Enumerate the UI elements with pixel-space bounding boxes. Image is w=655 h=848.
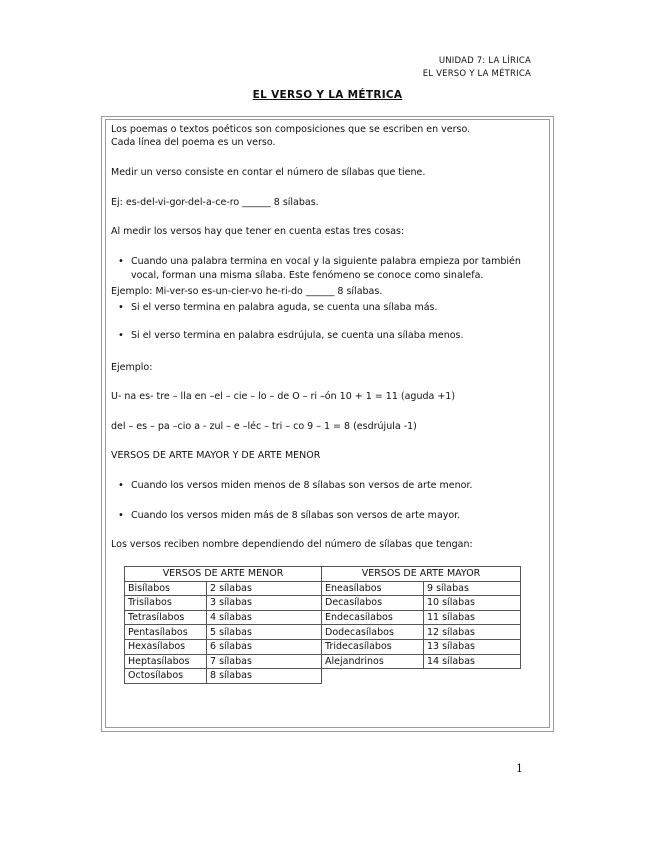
menor-syllables: 8 sílabas (207, 669, 322, 684)
mayor-syllables: 10 sílabas (424, 596, 521, 611)
mayor-syllables: 9 sílabas (424, 581, 521, 596)
table-row (125, 596, 521, 611)
table-row (125, 610, 521, 625)
menor-name: Heptasílabos (125, 654, 207, 669)
mayor-syllables: 11 sílabas (424, 610, 521, 625)
rule-aguda: • Si el verso termina en palabra aguda, se cuenta una sílaba más. (131, 302, 438, 313)
menor-name: Bisílabos (125, 581, 207, 596)
menor-name: Tetrasílabos (125, 610, 207, 625)
menor-name: Hexasílabos (125, 639, 207, 654)
menor-syllables: 2 sílabas (207, 581, 322, 596)
mayor-syllables: 14 sílabas (424, 654, 521, 669)
header-arte-menor: VERSOS DE ARTE MENOR (125, 567, 322, 582)
mayor-syllables: 13 sílabas (424, 639, 521, 654)
header-arte-mayor: VERSOS DE ARTE MAYOR (322, 567, 521, 582)
menor-syllables: 4 sílabas (207, 610, 322, 625)
table-row (125, 581, 521, 596)
mayor-name: Tridecasílabos (322, 639, 424, 654)
rule-sinalefa: • Cuando una palabra termina en vocal y la siguiente palabra empieza por también (131, 256, 521, 267)
example-syllables: Ej: es-del-vi-gor-del-a-ce-ro ______ 8 sílabas. (111, 197, 319, 208)
section-heading: VERSOS DE ARTE MAYOR Y DE ARTE MENOR (111, 450, 321, 461)
page-number: 1 (516, 762, 523, 775)
menor-name: Pentasílabos (125, 625, 207, 640)
rule-arte-mayor: • Cuando los versos miden más de 8 sílabas son versos de arte mayor. (131, 510, 460, 521)
rule-arte-menor: • Cuando los versos miden menos de 8 sílabas son versos de arte menor. (131, 480, 473, 491)
mayor-name: Alejandrinos (322, 654, 424, 669)
menor-name: Trisílabos (125, 596, 207, 611)
table-header-row (125, 567, 521, 582)
menor-syllables: 7 sílabas (207, 654, 322, 669)
table-intro: Los versos reciben nombre dependiendo del número de sílabas que tengan: (111, 539, 473, 550)
menor-syllables: 6 sílabas (207, 639, 322, 654)
menor-syllables: 5 sílabas (207, 625, 322, 640)
table-row (125, 669, 521, 684)
menor-syllables: 3 sílabas (207, 596, 322, 611)
mayor-name: Endecasílabos (322, 610, 424, 625)
rule-sinalefa-cont: vocal, forman una misma sílaba. Este fenómeno se conoce como sinalefa. (131, 270, 484, 281)
verse-types-table (124, 566, 521, 684)
intro-line-1: Los poemas o textos poéticos son composiciones que se escriben en verso. (111, 124, 471, 135)
intro-line-2: Cada línea del poema es un verso. (111, 137, 276, 148)
example-sinalefa: Ejemplo: Mi-ver-so es-un-cier-vo he-ri-do ______ 8 sílabas. (111, 286, 383, 297)
measure-definition: Medir un verso consiste en contar el número de sílabas que tiene. (111, 167, 426, 178)
mayor-name: Dodecasílabos (322, 625, 424, 640)
rules-intro: Al medir los versos hay que tener en cuenta estas tres cosas: (111, 226, 405, 237)
example-aguda-line: U- na es- tre – lla en –el – cie – lo – de O – ri –ón 10 + 1 = 11 (aguda +1) (111, 391, 456, 402)
empty-cell (322, 669, 521, 684)
mayor-name: Eneasílabos (322, 581, 424, 596)
menor-name: Octosílabos (125, 669, 207, 684)
page-header (423, 55, 531, 81)
mayor-name: Decasílabos (322, 596, 424, 611)
header-topic: EL VERSO Y LA MÉTRICA (422, 69, 531, 79)
rule-esdrujula: • Si el verso termina en palabra esdrújula, se cuenta una sílaba menos. (131, 330, 464, 341)
table-row (125, 654, 521, 669)
mayor-syllables: 12 sílabas (424, 625, 521, 640)
example-label: Ejemplo: (111, 362, 153, 373)
table-row (125, 639, 521, 654)
example-esdrujula-line: del – es – pa –cio a - zul – e –léc – tri – co 9 – 1 = 8 (esdrújula -1) (111, 421, 417, 432)
document-title: EL VERSO Y LA MÉTRICA (252, 89, 403, 101)
header-unit: UNIDAD 7: LA LÍRICA (438, 56, 531, 66)
table-row (125, 625, 521, 640)
